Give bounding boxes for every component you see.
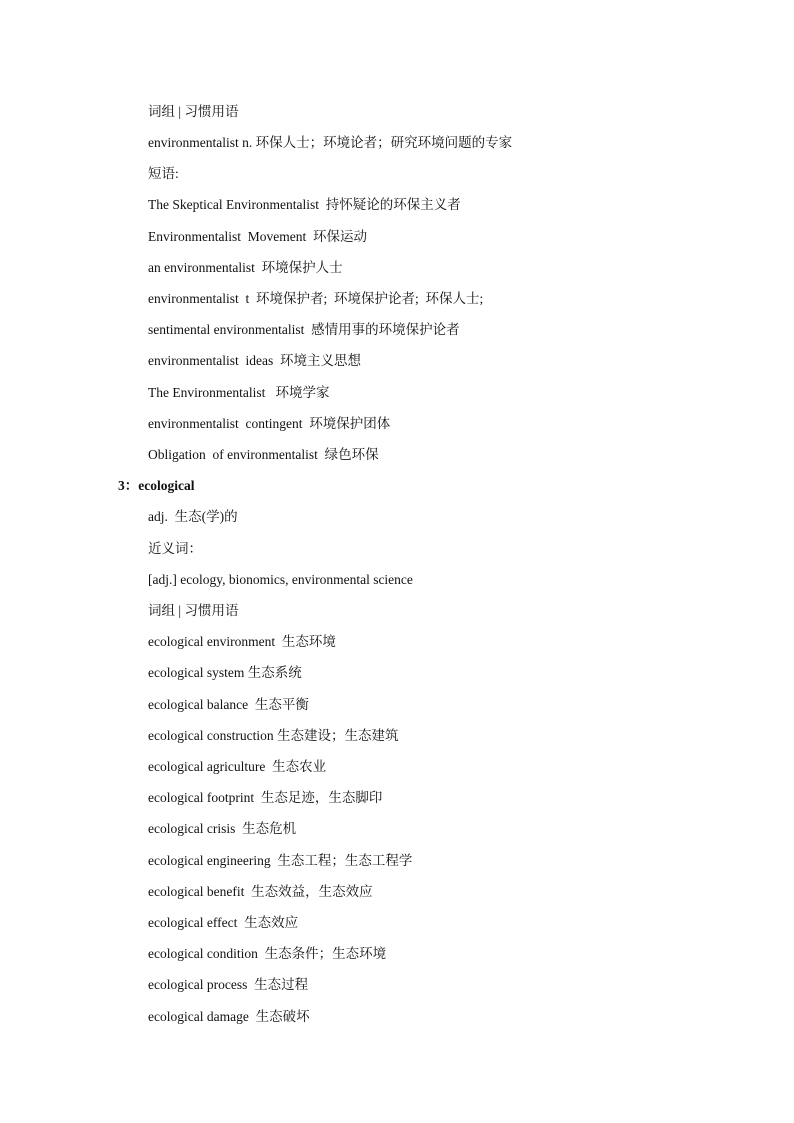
phrase-line: environmentalist t 环境保护者; 环境保护论者; 环保人士;	[148, 291, 484, 306]
phrases-header: 词组 | 习惯用语	[148, 603, 239, 618]
phrase-line: environmentalist contingent 环境保护团体	[148, 416, 391, 431]
phrase-line: The Environmentalist 环境学家	[148, 385, 330, 400]
phrase-line: ecological engineering 生态工程；生态工程学	[148, 853, 413, 868]
phrase-line: The Skeptical Environmentalist 持怀疑论的环保主义者	[148, 197, 461, 212]
phrase-line: ecological crisis 生态危机	[148, 821, 297, 836]
phrase-line: ecological agriculture 生态农业	[148, 759, 327, 774]
phrase-line: an environmentalist 环境保护人士	[148, 260, 343, 275]
phrase-line: ecological environment 生态环境	[148, 634, 336, 649]
phrase-line: environmentalist ideas 环境主义思想	[148, 353, 361, 368]
phrase-line: ecological damage 生态破坏	[148, 1009, 310, 1024]
section-heading: 3：ecological	[118, 478, 195, 493]
phrase-line: sentimental environmentalist 感情用事的环境保护论者	[148, 322, 460, 337]
phrase-line: ecological footprint 生态足迹，生态脚印	[148, 790, 383, 805]
phrase-line: ecological process 生态过程	[148, 977, 309, 992]
short-phrases-label: 短语:	[148, 166, 179, 181]
phrase-line: Obligation of environmentalist 绿色环保	[148, 447, 379, 462]
phrase-line: ecological benefit 生态效益，生态效应	[148, 884, 373, 899]
phrase-line: ecological effect 生态效应	[148, 915, 299, 930]
synonyms: [adj.] ecology, bionomics, environmental science	[148, 572, 413, 587]
phrase-line: ecological construction 生态建设；生态建筑	[148, 728, 399, 743]
phrase-line: ecological system 生态系统	[148, 665, 302, 680]
synonyms-label: 近义词：	[148, 541, 202, 556]
phrase-line: Environmentalist Movement 环保运动	[148, 229, 367, 244]
noun-entry: environmentalist n. 环保人士；环境论者；研究环境问题的专家	[148, 135, 513, 150]
phrase-line: ecological balance 生态平衡	[148, 697, 309, 712]
phrases-header: 词组 | 习惯用语	[148, 104, 239, 119]
phrase-line: ecological condition 生态条件；生态环境	[148, 946, 387, 961]
definition: adj. 生态(学)的	[148, 509, 238, 524]
